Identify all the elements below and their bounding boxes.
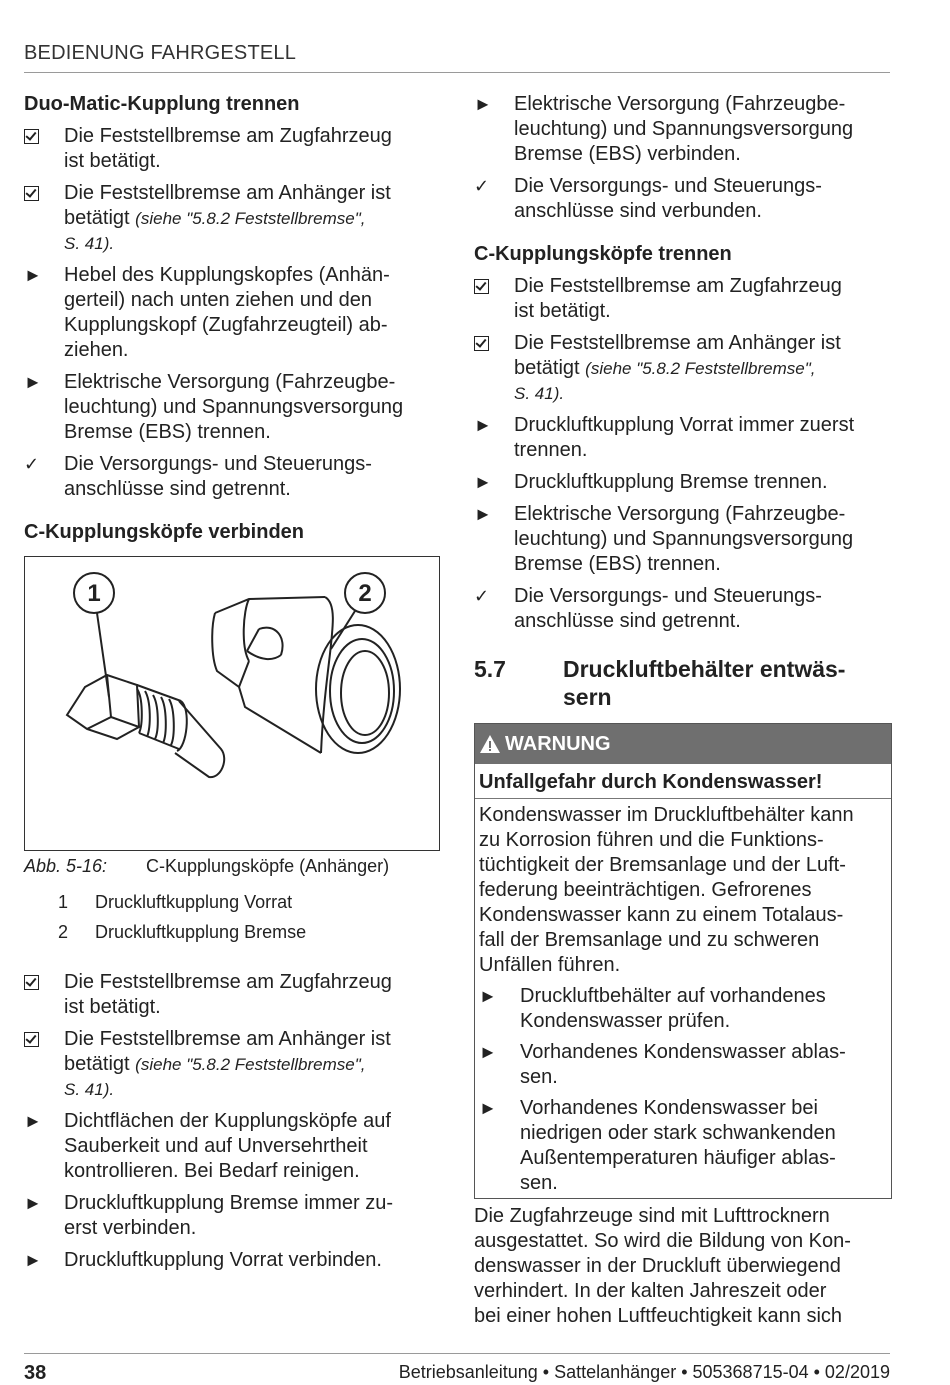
page-number: 38 xyxy=(24,1362,47,1384)
list-item: Die Feststellbremse am Zugfahrzeug ist betätigt. xyxy=(24,124,440,174)
callout-1: 1 xyxy=(87,580,101,607)
checkbox-icon xyxy=(24,970,54,995)
legend-item: 1 Druckluftkupplung Vorrat xyxy=(58,892,293,912)
legend-item: 2 Druckluftkupplung Bremse xyxy=(58,922,307,942)
list-item: ► Druckluftkupplung Vorrat immer zuerst trennen. xyxy=(474,414,855,461)
checkbox-icon xyxy=(474,274,504,299)
caption-label: Abb. 5-16: xyxy=(24,856,108,876)
list-item: ► Elektrische Versorgung (Fahrzeugbe- leuchtung) und Spannungsversorgung Bremse (EBS) trennen. xyxy=(24,371,404,443)
arrow-icon: ► xyxy=(24,1193,42,1213)
cross-reference: S. 41). xyxy=(514,384,565,403)
arrow-icon: ► xyxy=(479,1098,497,1118)
checkmark-icon: ✓ xyxy=(474,176,490,196)
list-item: ► Elektrische Versorgung (Fahrzeugbe- leuchtung) und Spannungsversorgung Bremse (EBS) verbinden. xyxy=(474,93,854,165)
section-number: 5.7 xyxy=(474,656,506,682)
arrow-icon: ► xyxy=(24,372,42,392)
cross-reference: (siehe "5.8.2 Feststellbremse", xyxy=(585,359,816,378)
cross-reference: (siehe "5.8.2 Feststellbremse", xyxy=(135,209,366,228)
footer-text: Betriebsanleitung • Sattelanhänger • 505368715-04 • 02/2019 xyxy=(398,1362,890,1382)
list-item: Die Feststellbremse am Zugfahrzeug ist betätigt. xyxy=(474,274,892,324)
arrow-icon: ► xyxy=(474,504,492,524)
page-header xyxy=(24,42,890,73)
heading-c-kupplung-verbinden: C-Kupplungsköpfe verbinden xyxy=(24,521,304,543)
caption-text: C-Kupplungsköpfe (Anhänger) xyxy=(146,856,390,876)
warning-triangle-icon xyxy=(479,734,501,754)
list-item: ✓ Die Versorgungs- und Steuerungs- anschlüsse sind getrennt. xyxy=(24,453,372,500)
list-item: ► Druckluftkupplung Vorrat verbinden. xyxy=(24,1249,382,1271)
list-item: ► Elektrische Versorgung (Fahrzeugbe- leuchtung) und Spannungsversorgung Bremse (EBS) trennen. xyxy=(474,503,854,575)
list-item: Die Feststellbremse am Zugfahrzeug ist betätigt. xyxy=(24,970,440,1020)
warning-label: WARNUNG xyxy=(505,733,611,755)
list-item: ► Dichtflächen der Kupplungsköpfe auf Sauberkeit und auf Unversehrtheit kontrollieren. Bei Bedarf reinigen. xyxy=(24,1110,391,1182)
list-item: ► Hebel des Kupplungskopfes (Anhän- gerteil) nach unten ziehen und den Kupplungskopf (Zugfahrzeugteil) ab- ziehen. xyxy=(24,264,390,361)
arrow-icon: ► xyxy=(474,415,492,435)
checkbox-icon xyxy=(24,181,54,206)
warning-subtitle: Unfallgefahr durch Kondenswasser! xyxy=(475,764,891,799)
checkmark-icon: ✓ xyxy=(24,454,40,474)
header-title: BEDIENUNG FAHRGESTELL xyxy=(24,42,297,64)
arrow-icon: ► xyxy=(474,94,492,114)
arrow-icon: ► xyxy=(24,265,42,285)
list-item: ✓ Die Versorgungs- und Steuerungs- anschlüsse sind getrennt. xyxy=(474,585,822,632)
list-item: Die Feststellbremse am Anhänger ist betätigt (siehe "5.8.2 Feststellbremse", S. 41). xyxy=(24,181,440,256)
checkmark-icon: ✓ xyxy=(474,586,490,606)
callout-2: 2 xyxy=(358,580,372,607)
figure-caption xyxy=(24,856,440,877)
warning-body: Kondenswasser im Druckluftbehälter kann zu Korrosion führen und die Funktions- tüchtigkeit der Bremsanlage und der Luft- federung beeinträchtigen. Gefrorenes Kondenswasser kann zu einem Totalaus- fall der Bremsanlage und zu schweren Unfällen führen. ► Druckluftbehälter auf vorhandenes Kondenswasser prüfen. ► Vorhandenes Kondenswasser ablas- sen. ► Vorhandenes Kondenswasser bei niedrigen oder stark schwankenden Außentemperaturen häufiger ablas- sen. xyxy=(475,799,891,1196)
list-item: Die Feststellbremse am Anhänger ist betätigt (siehe "5.8.2 Feststellbremse", S. 41). xyxy=(474,331,892,406)
arrow-icon: ► xyxy=(24,1250,42,1270)
list-item: ► Druckluftkupplung Bremse immer zu- erst verbinden. xyxy=(24,1192,393,1239)
cross-reference: (siehe "5.8.2 Feststellbremse", xyxy=(135,1055,366,1074)
section-title: Druckluftbehälter entwäs- sern xyxy=(563,656,846,710)
list-item: ► Druckluftbehälter auf vorhandenes Kondenswasser prüfen. xyxy=(479,985,826,1032)
warning-box xyxy=(474,723,892,1199)
list-item: Die Feststellbremse am Anhänger ist betätigt (siehe "5.8.2 Feststellbremse", S. 41). xyxy=(24,1027,440,1102)
list-item: ► Vorhandenes Kondenswasser bei niedrigen oder stark schwankenden Außentemperaturen häufiger ablas- sen. xyxy=(479,1097,836,1194)
right-column xyxy=(474,90,892,634)
cross-reference: S. 41). xyxy=(64,234,115,253)
arrow-icon: ► xyxy=(474,472,492,492)
heading-c-kupplung-trennen: C-Kupplungsköpfe trennen xyxy=(474,243,732,265)
checkbox-icon xyxy=(24,1027,54,1052)
arrow-icon: ► xyxy=(479,1042,497,1062)
left-column xyxy=(24,90,440,545)
list-item: ✓ Die Versorgungs- und Steuerungs- anschlüsse sind verbunden. xyxy=(474,175,822,222)
arrow-icon: ► xyxy=(479,986,497,1006)
list-item: ► Druckluftkupplung Bremse trennen. xyxy=(474,471,828,493)
list-item: ► Vorhandenes Kondenswasser ablas- sen. xyxy=(479,1041,846,1088)
coupling-heads-illustration xyxy=(25,557,439,850)
left-column-lower xyxy=(24,970,440,1273)
arrow-icon: ► xyxy=(24,1111,42,1131)
warning-header xyxy=(475,724,891,764)
footer-divider xyxy=(24,1353,890,1354)
heading-duo-matic-trennen: Duo-Matic-Kupplung trennen xyxy=(24,93,300,115)
cross-reference: S. 41). xyxy=(64,1080,115,1099)
checkbox-icon xyxy=(474,331,504,356)
body-paragraph: Die Zugfahrzeuge sind mit Lufttrocknern ausgestattet. So wird die Bildung von Kon- denswasser in der Druckluft überwiegend verhindert. In der kalten Jahreszeit oder bei einer hohen Luftfeuchtigkeit kann sich xyxy=(474,1205,851,1327)
checkbox-icon xyxy=(24,124,54,149)
figure-coupling-heads xyxy=(24,556,440,851)
